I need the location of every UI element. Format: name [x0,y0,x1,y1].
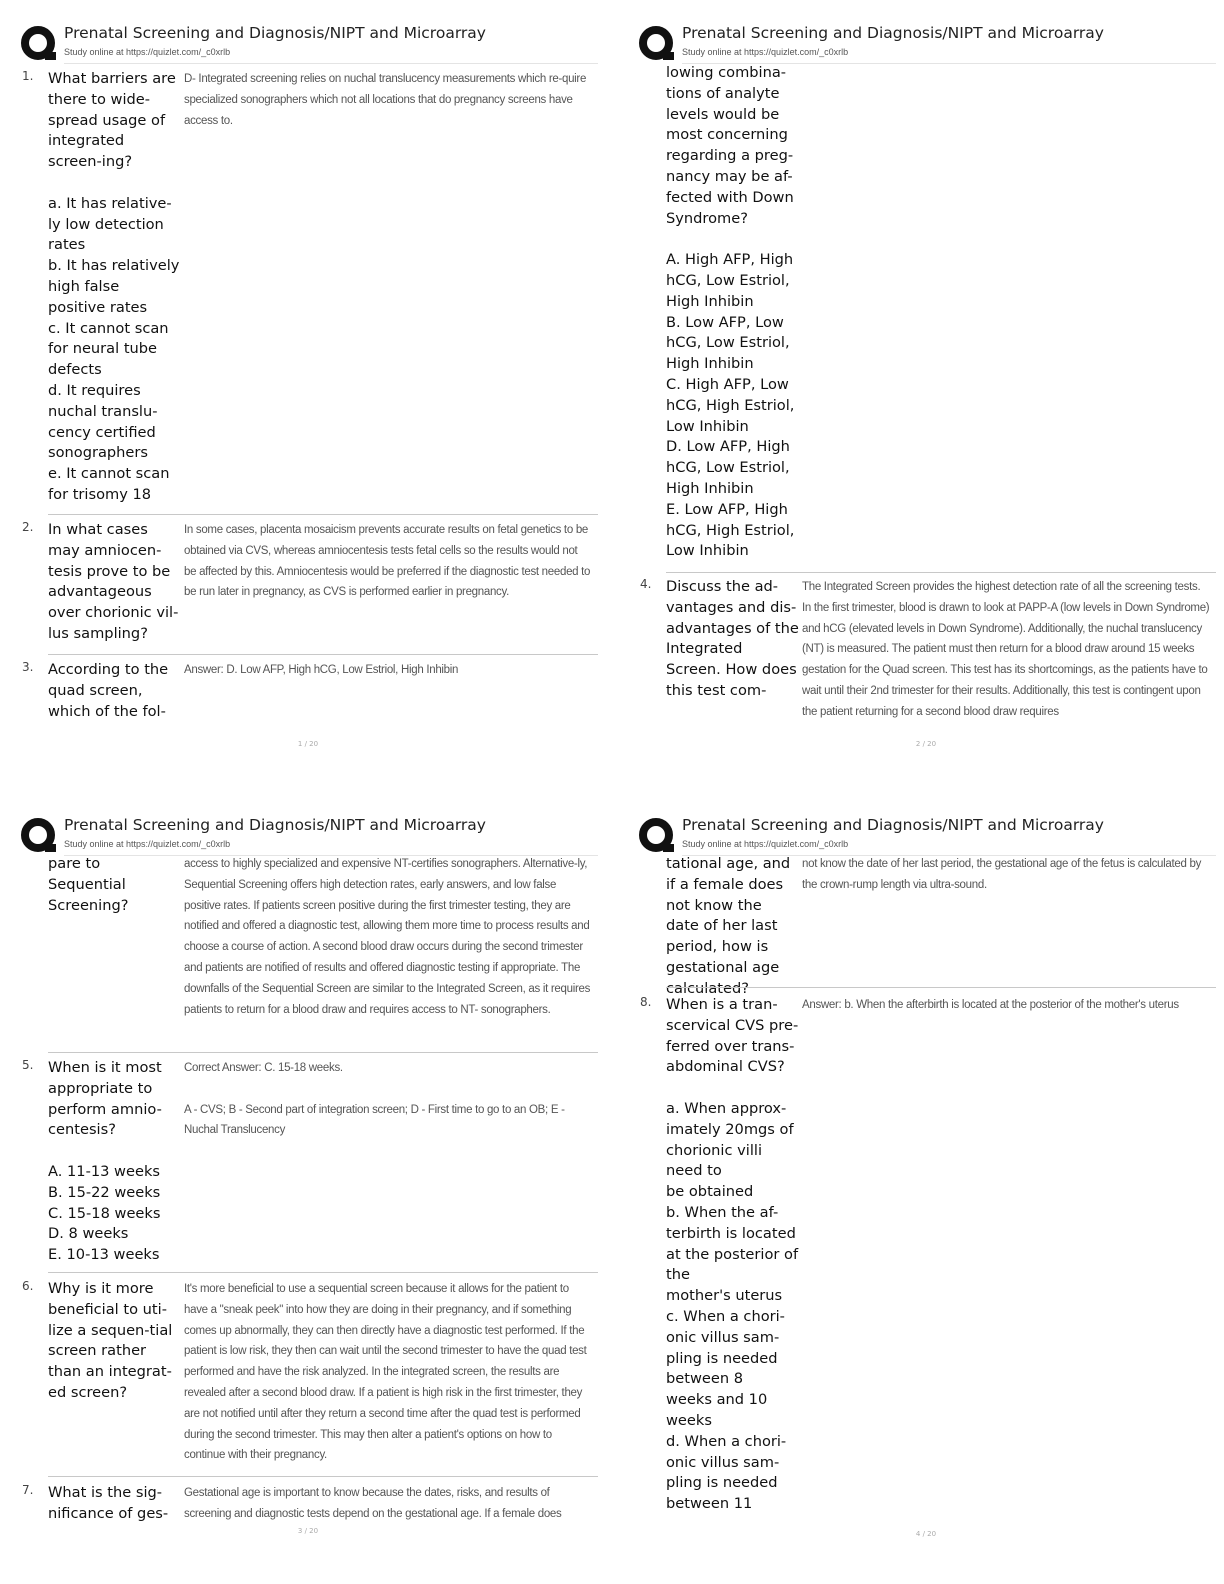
page-title: Prenatal Screening and Diagnosis/NIPT and Microarray [64,816,486,834]
quizlet-logo-icon [636,816,676,856]
question-text: In what cases may amniocen-tesis prove to be advantageous over chorionic vil-lus sampling? [48,521,179,642]
question-text: pare to Sequential Screening? [48,855,129,914]
page-number: 3 / 20 [297,1527,319,1535]
question-number: 3. [22,660,34,674]
study-online-link[interactable]: Study online at https://quizlet.com/_c0xrlb [64,839,231,849]
quizlet-logo-icon [18,24,58,64]
question-text: What barriers are there to wide-spread usage of integrated screen-ing? a. It has relative-ly low detection rates b. It has relatively high false positive rates c. It cannot scan for neural tube defects d. It requires nuchal translu-cency certified sonographers e. It cannot scan for trisomy 18 [48,70,180,503]
answer-text: access to highly specialized and expensive NT-certifies sonographers. Alternative-ly, Sequential Screening offers high detection rates, early answers, and low false positive rates. If patients screen positive during the first trimester testing, they are notified and offered a diagnostic test, allowing them more time to process results and choose a course of action. A second blood draw occurs during the second trimester and patients are notified of results and offered diagnostic testing if appropriate. The downfalls of the Sequential Screen are similar to the Integrated Screen, as it requires patients to return for a blood draw and requires access to NT- sonographers. [184,858,591,1016]
question-number: 7. [22,1483,34,1497]
question-text: What is the sig-nificance of ges- [48,1484,169,1522]
page-title: Prenatal Screening and Diagnosis/NIPT and Microarray [682,24,1104,42]
answer-text: not know the date of her last period, the gestational age of the fetus is calculated by the crown-rump length via ultra-sound. [802,858,1202,891]
page-title: Prenatal Screening and Diagnosis/NIPT and Microarray [682,816,1104,834]
question-number: 8. [640,995,652,1009]
question-text: When is it most appropriate to perform amnio-centesis? A. 11-13 weeks B. 15-22 weeks C. 15-18 weeks D. 8 weeks E. 10-13 weeks [48,1059,162,1264]
page-title: Prenatal Screening and Diagnosis/NIPT and Microarray [64,24,486,42]
document-page-3 [18,812,598,1582]
question-divider [48,654,598,655]
document-page-4 [636,812,1216,1582]
question-divider [666,987,1216,988]
question-divider [48,1476,598,1477]
question-divider [48,1052,598,1053]
question-text: Discuss the ad-vantages and dis-advantages of the Integrated Screen. How does this test com- [666,578,799,699]
page-number: 2 / 20 [915,740,937,748]
question-divider [666,572,1216,573]
page-number: 4 / 20 [915,1530,937,1538]
question-text: lowing combina-tions of analyte levels would be most concerning regarding a preg-nancy may be af-fected with Down Syndrome? A. High AFP, High hCG, Low Estriol, High Inhibin B. Low AFP, Low hCG, Low Estriol, High Inhibin C. High AFP, Low hCG, High Estriol, Low Inhibin D. Low AFP, High hCG, Low Estriol, High Inhibin E. Low AFP, High hCG, High Estriol, Low Inhibin [666,64,795,560]
question-number: 2. [22,520,34,534]
question-number: 1. [22,69,34,83]
question-text: According to the quad screen, which of the fol- [48,661,169,720]
answer-text: In some cases, placenta mosaicism prevents accurate results on fetal genetics to be obtained via CVS, whereas amniocentesis tests fetal cells so the results would not be affected by this. Amniocentesis would be preferred if the diagnostic test needed to be run later in pregnancy, as CVS is performed earlier in pregnancy. [184,524,591,599]
answer-text: Gestational age is important to know because the dates, risks, and results of screening and diagnostic tests depend on the gestational age. If a female does [184,1487,562,1520]
answer-text: Correct Answer: C. 15-18 weeks. A - CVS; B - Second part of integration screen; D - First time to go to an OB; E - Nuchal Translucency [184,1062,565,1137]
answer-text: D- Integrated screening relies on nuchal translucency measurements which re-quire specialized sonographers which not all locations that do pregnancy screens have access to. [184,73,587,127]
question-text: tational age, and if a female does not know the date of her last period, how is gestational age calculated? [666,855,791,997]
study-online-link[interactable]: Study online at https://quizlet.com/_c0xrlb [682,47,849,57]
header-rule [64,63,598,64]
document-page-2 [636,20,1216,790]
answer-text: Answer: b. When the afterbirth is located at the posterior of the mother's uterus [802,999,1179,1011]
quizlet-logo-icon [636,24,676,64]
question-number: 4. [640,577,652,591]
question-number: 6. [22,1279,34,1293]
question-text: Why is it more beneficial to uti-lize a sequen-tial screen rather than an integrat-ed screen? [48,1280,173,1401]
answer-text: It's more beneficial to use a sequential screen because it allows for the patient to have a "sneak peek" into how they are doing in their pregnancy, and if something comes up abnormally, they can then directly have a diagnostic test performed. If the patient is low risk, they then can wait until the second trimester to have the quad test performed and have the risk analyzed. In the integrated screen, the results are revealed after a second blood draw. If a patient is high risk in the first trimester, they are not notified until after they return a second time after the quad test is performed during the second trimester. This may then alter a patient's options on how to continue with their pregnancy. [184,1283,587,1462]
study-online-link[interactable]: Study online at https://quizlet.com/_c0xrlb [682,839,849,849]
document-page-1 [18,20,598,790]
question-number: 5. [22,1058,34,1072]
study-online-link[interactable]: Study online at https://quizlet.com/_c0xrlb [64,47,231,57]
question-divider [48,1272,598,1273]
answer-text: Answer: D. Low AFP, High hCG, Low Estriol, High Inhibin [184,664,459,676]
question-text: When is a tran-scervical CVS pre-ferred over trans-abdominal CVS? a. When approx-imately 20mgs of chorionic villi need to be obtained b. When the af-terbirth is located at the posterior of the mother's uterus c. When a chori-onic villus sam-pling is needed between 8 weeks and 10 weeks d. When a chori-onic villus sam-pling is needed between 11 [666,996,799,1513]
page-number: 1 / 20 [297,740,319,748]
question-divider [48,514,598,515]
answer-text: The Integrated Screen provides the highest detection rate of all the screening tests. In the first trimester, blood is drawn to look at PAPP-A (low levels in Down Syndrome) and hCG (elevated levels in Down Syndrome). Additionally, the nuchal translucency (NT) is measured. The patient must then return for a blood draw around 15 weeks gestation for the Quad screen. This test has its shortcomings, as the patients have to wait until their 2nd trimester for their results. Additionally, this test is contingent upon the patient returning for a second blood draw requires [802,581,1210,718]
quizlet-logo-icon [18,816,58,856]
